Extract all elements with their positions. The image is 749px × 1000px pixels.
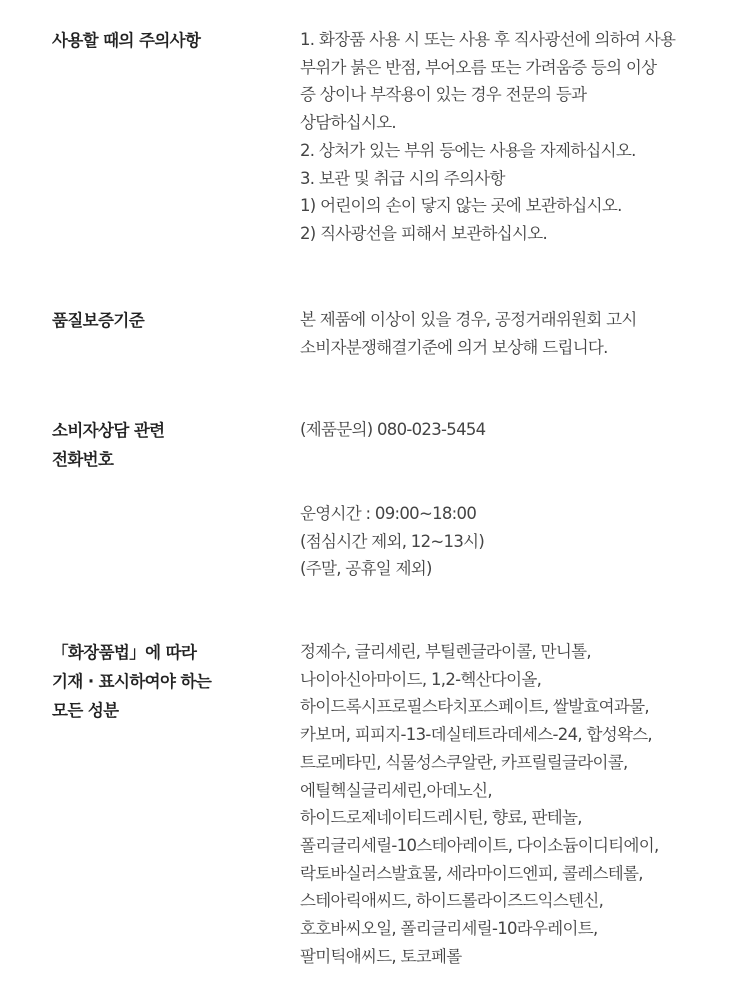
phone-number: (제품문의) 080-023-5454 (300, 420, 486, 439)
label-line: 소비자상담 관련 (52, 421, 165, 440)
label-line: 「화장품법」에 따라 (52, 643, 197, 662)
ingredient-line: 하이드로제네이티드레시틴, 향료, 판테놀, (300, 808, 582, 828)
label-line: 모든 성분 (52, 701, 119, 720)
content-line: 증 상이나 부작용이 있는 경우 전문의 등과 (300, 85, 587, 105)
section-content (300, 416, 740, 444)
section-label (52, 26, 272, 55)
content-line: 본 제품에 이상이 있을 경우, 공정거래위원회 고시 (300, 310, 637, 329)
operating-hours (300, 500, 740, 583)
label-line: 기재 · 표시하여야 하는 (52, 672, 212, 691)
label-line: 품질보증기준 (52, 311, 145, 330)
content-line: 1) 어린이의 손이 닿지 않는 곳에 보관하십시오. (300, 196, 622, 216)
label-line: 전화번호 (52, 450, 114, 469)
ingredient-line: 나이아신아마이드, 1,2-헥산다이올, (300, 669, 542, 689)
ingredient-line: 트로메타민, 식물성스쿠알란, 카프릴릴글라이콜, (300, 752, 628, 772)
ingredient-line: 락토바실러스발효물, 세라마이드엔피, 콜레스테롤, (300, 863, 643, 883)
content-line: 소비자분쟁해결기준에 의거 보상해 드립니다. (300, 337, 608, 357)
content-line: 1. 화장품 사용 시 또는 사용 후 직사광선에 의하여 사용 (300, 30, 676, 49)
label-line: 사용할 때의 주의사항 (52, 31, 201, 50)
ingredient-line: 스테아릭애씨드, 하이드롤라이즈드익스텐신, (300, 891, 604, 911)
section-content (300, 26, 740, 248)
ingredient-line: 에틸헥실글리세린,아데노신, (300, 780, 492, 800)
content-line: 3. 보관 및 취급 시의 주의사항 (300, 168, 505, 188)
section-label (52, 306, 272, 335)
ingredient-line: 호호바씨오일, 폴리글리세릴-10라우레이트, (300, 919, 598, 939)
ingredient-list (300, 638, 740, 970)
section-label (52, 638, 272, 725)
ingredient-line: 팔미틱애씨드, 토코페롤 (300, 946, 462, 966)
ingredient-line: 폴리글리세릴-10스테아레이트, 다이소듐이디티에이, (300, 835, 659, 855)
content-line: 2) 직사광선을 피해서 보관하십시오. (300, 223, 548, 243)
section-label (52, 416, 272, 474)
content-line: (점심시간 제외, 12~13시) (300, 531, 485, 551)
ingredient-line: 카보머, 피피지-13-데실테트라데세스-24, 합성왁스, (300, 725, 652, 745)
content-line: 부위가 붉은 반점, 부어오름 또는 가려움증 등의 이상 (300, 57, 657, 77)
section-content (300, 306, 740, 361)
content-line: 상담하십시오. (300, 113, 396, 133)
ingredient-line: 하이드록시프로필스타치포스페이트, 쌀발효여과물, (300, 697, 649, 717)
content-line: 운영시간 : 09:00~18:00 (300, 504, 477, 523)
ingredient-line: 정제수, 글리세린, 부틸렌글라이콜, 만니톨, (300, 642, 591, 661)
content-line: 2. 상처가 있는 부위 등에는 사용을 자제하십시오. (300, 140, 636, 160)
content-line: (주말, 공휴일 제외) (300, 559, 432, 579)
